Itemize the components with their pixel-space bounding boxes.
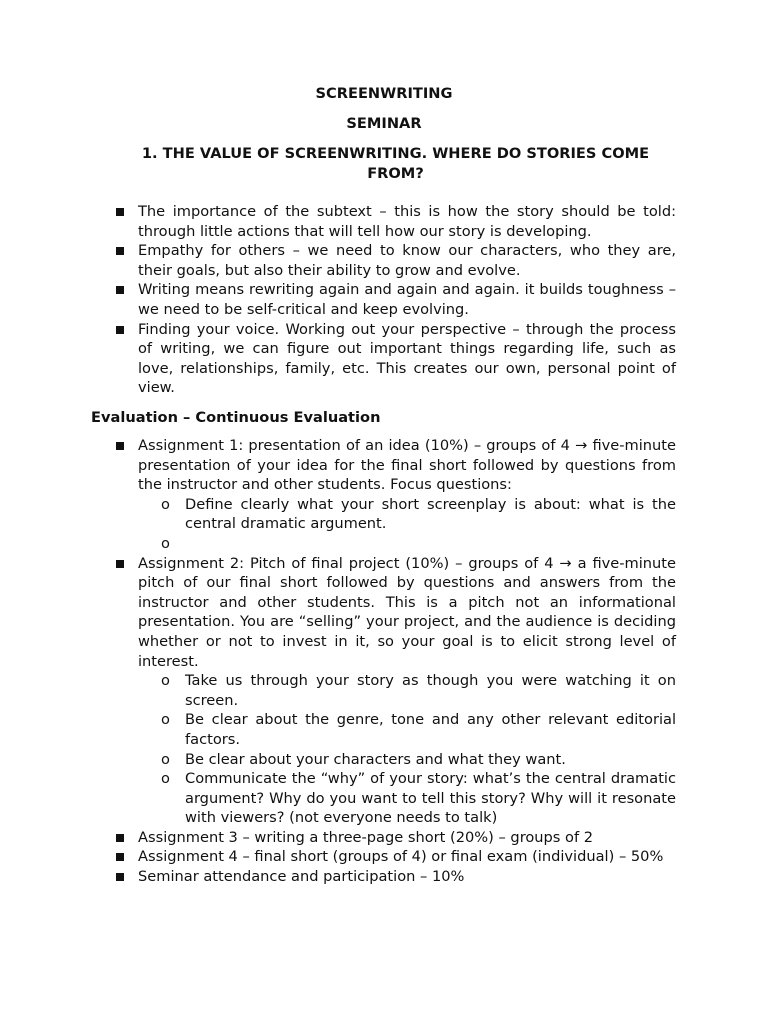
list-item	[114, 241, 676, 280]
assignment-1-text: Assignment 1: presentation of an idea (10%) – groups of 4 → five-minute presentation of your idea for the final short followed by questions from the instructor and other students. Focus questions:	[138, 437, 676, 494]
circle-bullet-icon: o	[161, 672, 170, 690]
sub-item-text: Take us through your story as though you were watching it on screen.	[185, 672, 676, 709]
sub-item	[138, 671, 676, 710]
document-subtitle: SEMINAR	[346, 115, 422, 132]
sub-item	[138, 710, 676, 749]
sub-item-text: Communicate the “why” of your story: what’s the central dramatic argument? Why do you want to tell this story? Why will it resonate with viewers? (not everyone needs to talk)	[185, 770, 676, 827]
list-item	[114, 280, 676, 319]
list-item	[114, 202, 676, 241]
list-item-text: The importance of the subtext – this is how the story should be told: through little actions that will tell how our story is developing.	[138, 203, 676, 240]
square-bullet-icon	[116, 286, 124, 294]
assignment-4	[114, 847, 676, 867]
assignment-4-text: Assignment 4 – final short (groups of 4) or final exam (individual) – 50%	[138, 848, 664, 866]
section-title: 1. THE VALUE OF SCREENWRITING. WHERE DO STORIES COME FROM?	[141, 145, 650, 182]
sub-item	[138, 534, 676, 554]
assignment-3-text: Assignment 3 – writing a three-page short (20%) – groups of 2	[138, 828, 594, 846]
assignment-3	[114, 828, 676, 848]
sub-item-text: Be clear about the genre, tone and any other relevant editorial factors.	[185, 711, 676, 748]
assignment-2	[114, 554, 676, 828]
circle-bullet-icon: o	[161, 534, 170, 552]
assignment-2-text: Assignment 2: Pitch of final project (10%) – groups of 4 → a five-minute pitch of our final short followed by questions and answers from the instructor and other students. This is a pitch not an informational presentation. You are “selling” your project, and the audience is deciding whether or not to invest in it, so your goal is to elicit strong level of interest.	[138, 554, 676, 670]
sub-item-text: Define clearly what your short screenplay is about: what is the central dramatic argument.	[185, 495, 676, 533]
attendance	[114, 867, 676, 887]
value-list	[114, 202, 676, 398]
pitch-guidelines	[138, 671, 676, 828]
evaluation-list	[114, 436, 676, 887]
list-item-text: Writing means rewriting again and again and again. it builds toughness – we need to be self-critical and keep evolving.	[138, 281, 676, 318]
sub-item	[138, 495, 676, 534]
assignment-1	[114, 436, 676, 554]
square-bullet-icon	[116, 326, 124, 334]
circle-bullet-icon: o	[161, 770, 170, 788]
list-item-text: Finding your voice. Working out your perspective – through the process of writing, we can figure out important things regarding life, such as love, relationships, family, etc. This creates our own, personal point of view.	[138, 320, 676, 397]
focus-questions	[138, 495, 676, 554]
list-item-text: Empathy for others – we need to know our characters, who they are, their goals, but also their ability to grow and evolve.	[138, 242, 676, 279]
square-bullet-icon	[116, 442, 124, 450]
square-bullet-icon	[116, 208, 124, 216]
document-title: SCREENWRITING	[315, 85, 453, 102]
square-bullet-icon	[116, 853, 124, 861]
square-bullet-icon	[116, 873, 124, 881]
square-bullet-icon	[116, 834, 124, 842]
attendance-text: Seminar attendance and participation – 10%	[138, 868, 465, 886]
square-bullet-icon	[116, 247, 124, 255]
evaluation-heading: Evaluation – Continuous Evaluation	[91, 409, 381, 426]
sub-item	[138, 769, 676, 828]
circle-bullet-icon: o	[161, 711, 170, 729]
square-bullet-icon	[116, 560, 124, 568]
list-item	[114, 320, 676, 398]
circle-bullet-icon: o	[161, 495, 170, 513]
circle-bullet-icon: o	[161, 750, 170, 768]
sub-item	[138, 750, 676, 770]
sub-item-text: Be clear about your characters and what they want.	[185, 750, 566, 768]
